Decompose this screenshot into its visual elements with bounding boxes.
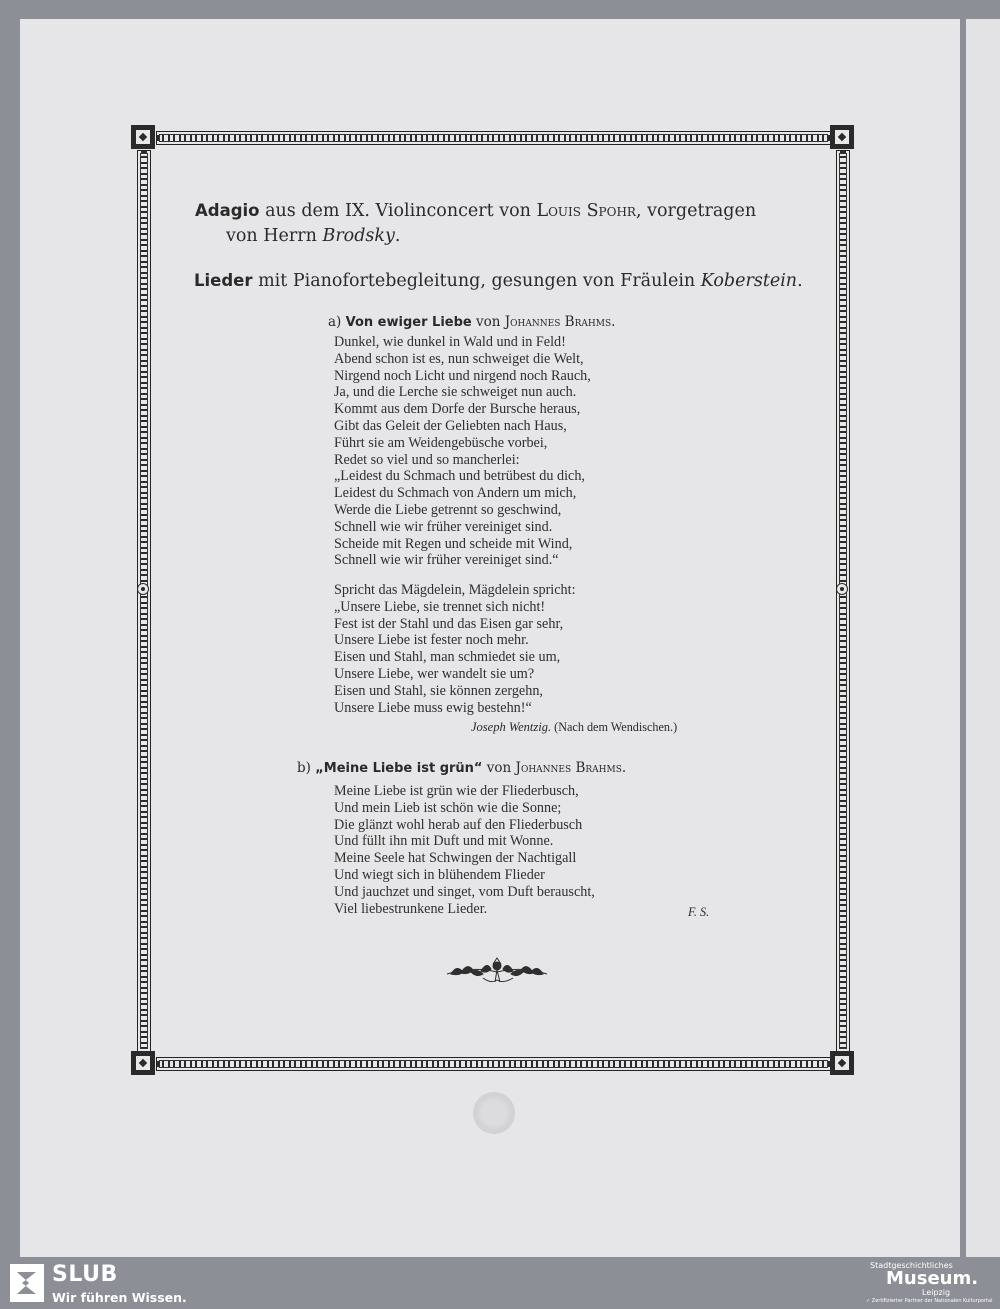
frame-corner-bottom-left [131,1051,155,1075]
performer-name: Brodsky [322,226,395,246]
verse-line: „Unsere Liebe, sie trennet sich nicht! [334,598,546,615]
verse-line: Führt sie am Weidengebüsche vorbei, [334,434,548,451]
verse-line: Dunkel, wie dunkel in Wald und in Feld! [334,334,566,350]
composer-name: Johannes Brahms [504,314,612,330]
verse-line: Nirgend noch Licht und nirgend noch Rauch, [334,367,591,384]
slub-logo-icon [10,1264,44,1302]
verse-line: „Leidest du Schmach und betrübest du dich, [334,468,585,485]
verse-line: Meine Liebe ist grün wie der Fliederbusch, [334,783,579,799]
museum-city: Leipzig [922,1288,951,1297]
song-suffix: . [621,760,627,776]
verse-line: Und jauchzet und singet, vom Duft berauscht, [334,883,595,900]
song-b-heading [297,760,626,776]
verse-line: Fest ist der Stahl und das Eisen gar sehr, [334,615,564,632]
verse-line: Meine Seele hat Schwingen der Nachtigall [334,850,577,867]
verse-line: Und füllt ihn mit Duft und mit Wonne. [334,833,554,850]
song-b-stanza [334,783,595,917]
frame-top-border [156,131,831,145]
item-text: . [797,271,803,291]
credit-note: (Nach dem Wendischen.) [551,720,678,734]
item-title: Lieder [194,271,253,290]
slub-tagline: Wir führen Wissen. [52,1290,187,1305]
verse-line: Kommt aus dem Dorfe der Bursche heraus, [334,401,581,418]
verse-line: Leidest du Schmach von Andern um mich, [334,485,577,502]
song-b-credit: F. S. [688,905,710,919]
verse-line: Und mein Lieb ist schön wie die Sonne; [334,799,562,816]
item-title: Adagio [195,201,260,220]
museum-certification: ✓ Zertifizierter Partner der Nationalen Kulturportal [866,1298,993,1304]
verse-line: Die glänzt wohl herab auf den Fliederbusch [334,816,583,833]
verse-line: Viel liebestrunkene Lieder. [334,900,488,917]
verse-line: Unsere Liebe ist fester noch mehr. [334,632,529,649]
verse-line: Werde die Liebe getrennt so geschwind, [334,501,562,518]
song-title: „Meine Liebe ist grün“ [315,761,483,776]
song-title: Von ewiger Liebe [345,315,472,330]
song-suffix: . [611,314,616,330]
composer-name: Johannes Brahms [515,760,622,776]
program-item-adagio-line2 [226,226,400,246]
frame-mid-ornament-right [836,583,848,595]
museum-subtitle: Stadtgeschichtliches [870,1261,953,1270]
verse-line: Scheide mit Regen und scheide mit Wind, [334,535,573,552]
adjacent-page-edge [966,19,1000,1257]
verse-line: Eisen und Stahl, man schmiedet sie um, [334,649,561,666]
composer-name: Louis Spohr [536,201,636,221]
verse-line: Abend schon ist es, nun schweiget die Welt, [334,350,584,367]
song-a-stanza-2 [334,582,576,716]
lyricist-name: Joseph Wentzig. [471,720,552,734]
song-by: von [482,760,516,776]
item-text: . [394,226,401,246]
frame-corner-top-right [830,125,854,149]
verse-line: Unsere Liebe muss ewig bestehn!“ [334,699,532,716]
item-text: mit Pianofortebegleitung, gesungen von Fräulein [252,271,701,291]
verse-line: Eisen und Stahl, sie können zergehn, [334,682,543,699]
blind-stamp [473,1092,515,1134]
verse-line: Ja, und die Lerche sie schweiget nun auch. [334,384,577,401]
item-text: , vorgetragen [635,201,757,221]
frame-mid-ornament-left [137,583,149,595]
item-text: von Herrn [226,226,323,246]
program-item-adagio [195,201,756,221]
song-a-stanza-1 [334,334,591,569]
slub-name: SLUB [52,1262,118,1287]
frame-corner-top-left [131,125,155,149]
verse-line: Und wiegt sich in blühendem Flieder [334,866,545,883]
frame-left-border [137,150,151,1052]
item-text: aus dem IX. Violinconcert von [259,201,537,221]
floral-ornament-icon [443,956,551,986]
verse-line: Unsere Liebe, wer wandelt sie um? [334,665,535,682]
frame-corner-bottom-right [830,1051,854,1075]
museum-name: Museum. [886,1268,979,1289]
program-item-lieder [194,271,803,291]
verse-line: Schnell wie wir früher vereiniget sind.“ [334,552,559,569]
verse-line: Schnell wie wir früher vereiniget sind. [334,518,553,535]
verse-line: Redet so viel und so mancherlei: [334,451,520,468]
frame-right-border [836,150,850,1052]
footer-bar [0,1257,1000,1309]
song-by: von [471,314,505,330]
verse-line: Spricht das Mägdelein, Mägdelein spricht: [334,582,576,598]
song-label: a) [328,314,342,330]
song-a-heading [328,314,615,330]
song-a-credit [471,720,677,735]
song-label: b) [297,760,311,776]
performer-name: Koberstein [700,271,798,291]
frame-bottom-border [156,1057,831,1071]
verse-line: Gibt das Geleit der Geliebten nach Haus, [334,417,567,434]
